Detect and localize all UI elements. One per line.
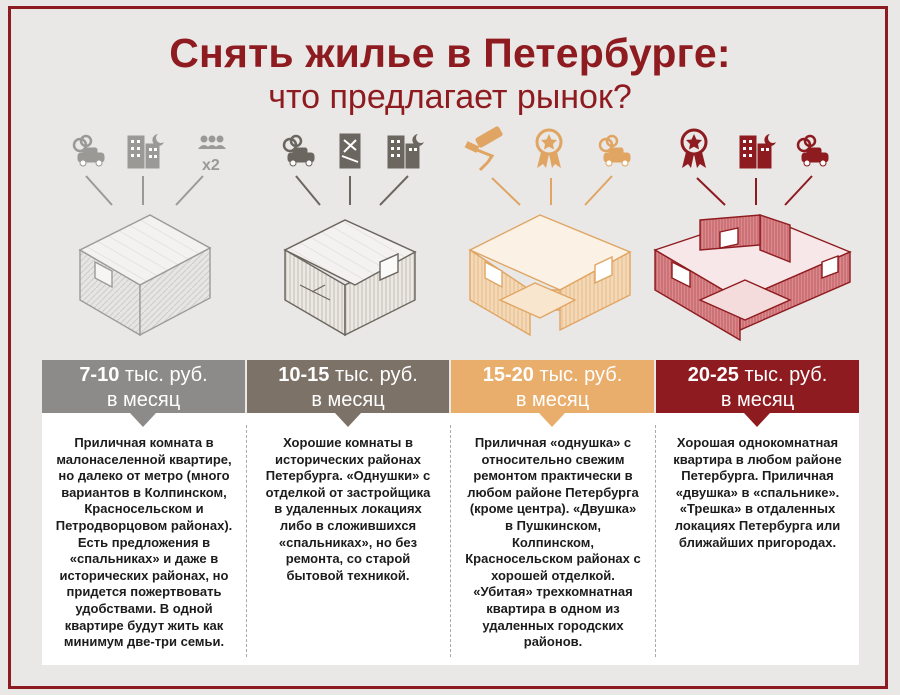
x2-label: x2 [202, 157, 220, 174]
description-line: Приличная «однушка» с [474, 435, 632, 450]
tier3-icons [465, 126, 630, 170]
price-period: в месяц [515, 389, 590, 411]
column-divider [450, 425, 451, 657]
description-line: в удаленных локациях [274, 501, 422, 517]
tier1-room [80, 215, 210, 335]
description-line: «спальниках» и даже в [69, 551, 219, 567]
description-line: Красносельском и [84, 501, 204, 517]
price-range: 10-15 [278, 364, 330, 386]
description-line: (кроме центра). «Двушка» [469, 501, 637, 517]
damaged-building-icon [340, 134, 360, 168]
description-line: ремонта, со старой [285, 551, 411, 567]
description-line: ремонтом практически в [473, 468, 633, 484]
column-divider [246, 425, 247, 657]
description-line: малонаселенной квартире, [56, 451, 232, 467]
description-line: в Пушкинском, [505, 517, 601, 533]
award-medal-icon [537, 130, 561, 168]
description-line: Петербурга. Приличная [681, 468, 834, 484]
band-arrow-tier3 [539, 413, 565, 427]
description-line: «двушка» в «спальнике». [675, 484, 840, 500]
description-line: удаленных городских [482, 617, 624, 633]
description-line: «Убитая» трехкомнатная [473, 584, 633, 600]
rings-car-icon [284, 136, 314, 166]
price-band-tier4 [656, 360, 859, 413]
band-arrow-tier4 [744, 413, 770, 427]
price-unit: тыс. руб. [533, 364, 623, 386]
building-icon [740, 134, 776, 168]
description-line: исторических районах, но [59, 567, 229, 583]
building-icon [128, 134, 164, 168]
tier4-connectors [697, 176, 812, 205]
band-arrow-tier1 [130, 413, 156, 427]
tier3-connectors [492, 176, 612, 205]
description-line: районов. [523, 634, 583, 650]
description-line: минимум две-три семьи. [63, 634, 225, 650]
description-line: Колпинском, [511, 534, 595, 550]
description-line: исторических районах [275, 451, 421, 467]
description-tier2 [252, 435, 444, 584]
price-band-tier3 [451, 360, 654, 413]
rings-car-icon [798, 136, 828, 166]
description-line: любом районе Петербурга [467, 484, 639, 500]
price-band-tier2 [247, 360, 449, 413]
description-line: бытовой техникой. [286, 567, 410, 583]
description-line: относительно свежим [481, 451, 625, 467]
description-line: квартира в любом районе [673, 451, 842, 467]
description-line: Приличная комната в [74, 435, 214, 450]
description-line: Хорошая однокомнатная [676, 435, 839, 450]
price-unit: тыс. руб. [329, 364, 418, 386]
paint-roller-icon [465, 126, 502, 170]
price-unit: тыс. руб. [119, 364, 208, 386]
price-range: 15-20 [482, 364, 534, 386]
price-period: в месяц [106, 389, 181, 411]
rings-car-icon [600, 136, 630, 166]
description-line: Петродворцовом районах). [55, 517, 233, 533]
description-line: Петербурга. «Однушки» с [265, 468, 431, 484]
description-line: но далеко от метро (много [58, 468, 230, 484]
description-line: «спальниках», но без [278, 534, 418, 550]
description-tier3 [456, 435, 650, 651]
award-medal-icon [682, 130, 706, 168]
description-line: Красносельском районах с [465, 551, 641, 567]
page-title: Снять жилье в Петербурге: [169, 30, 731, 76]
tier3-room [470, 215, 630, 335]
description-line: удобствами. В одной [75, 600, 213, 616]
description-line: локациях Петербурга или [674, 517, 841, 533]
column-divider [655, 425, 656, 657]
description-tier1 [48, 435, 240, 651]
tier2-room [285, 220, 415, 335]
price-range: 20-25 [687, 364, 739, 386]
tier2-icons [284, 134, 424, 168]
band-arrow-tier2 [335, 413, 361, 427]
description-tier4 [660, 435, 855, 551]
description-line: придется пожертвовать [66, 584, 222, 600]
description-line: Есть предложения в [77, 534, 211, 550]
page-subtitle: что предлагает рынок? [268, 78, 632, 116]
price-period: в месяц [720, 389, 795, 411]
description-line: Хорошие комнаты в [283, 435, 413, 450]
tier1-connectors [86, 176, 203, 205]
rings-car-icon [74, 136, 104, 166]
tier4-room [655, 215, 850, 340]
description-line: либо в сложившихся [279, 517, 417, 533]
description-line: квартире будут жить как [64, 617, 224, 633]
price-range: 7-10 [79, 364, 120, 386]
description-line: ближайших пригородах. [678, 534, 837, 550]
tier2-connectors [296, 176, 408, 205]
tier4-icons [682, 130, 828, 168]
description-line: вариантов в Колпинском, [61, 484, 227, 500]
illustrations [0, 110, 900, 360]
building-icon [388, 134, 424, 168]
description-line: «Трешка» в отдаленных [679, 501, 836, 517]
description-line: хорошей отделкой. [491, 567, 615, 583]
price-unit: тыс. руб. [738, 364, 828, 386]
price-period: в месяц [311, 389, 385, 411]
price-band-tier1 [42, 360, 245, 413]
description-line: отделкой от застройщика [265, 484, 431, 500]
people-x2-icon [198, 136, 226, 150]
description-line: квартира в одном из [486, 600, 620, 616]
